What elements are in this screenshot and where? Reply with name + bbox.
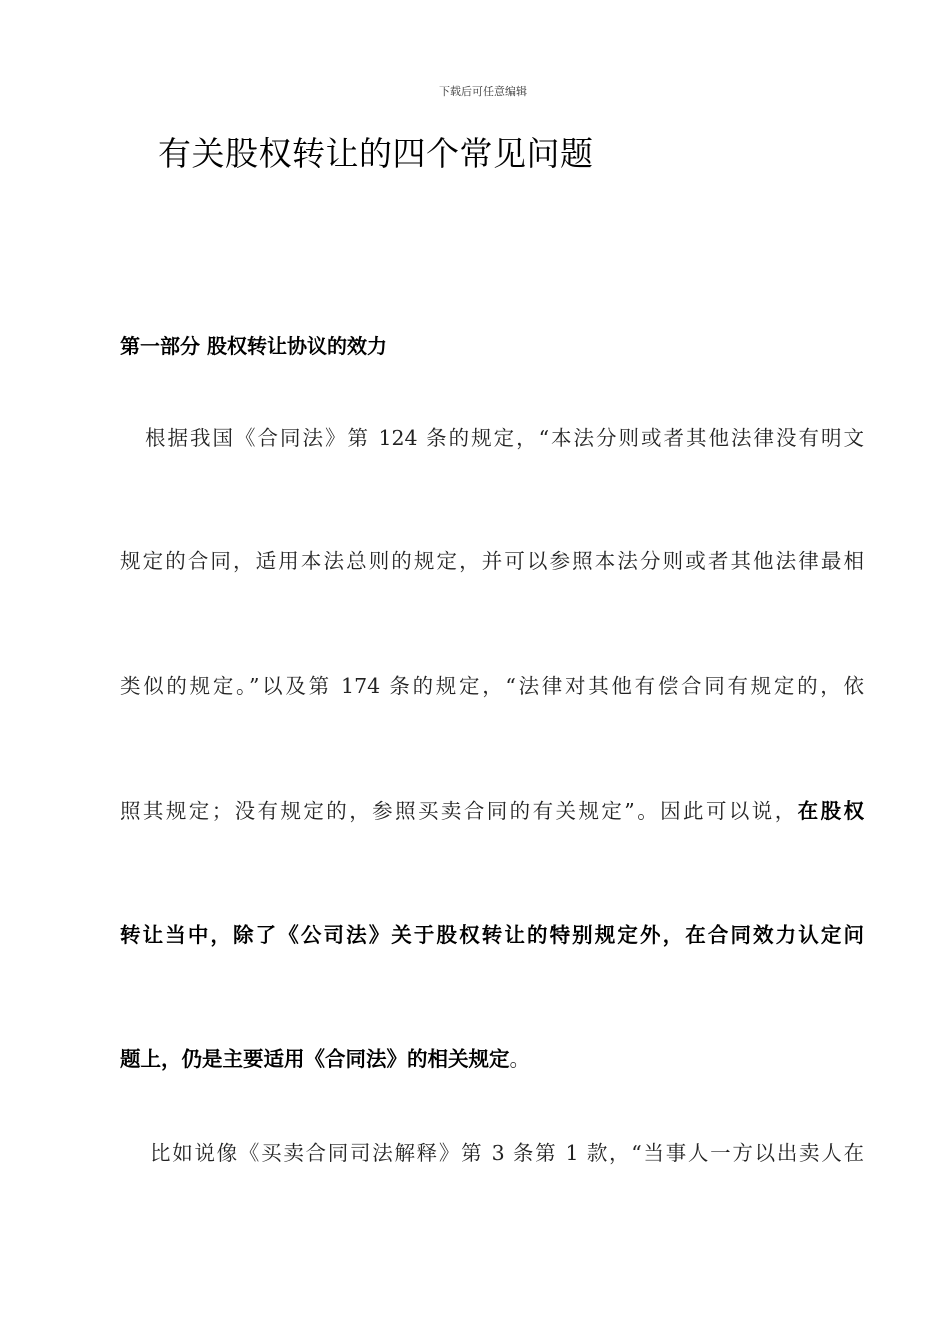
document-title: 有关股权转让的四个常见问题 [158, 134, 594, 173]
section-heading: 第一部分 股权转让协议的效力 [120, 334, 387, 358]
paragraph-1-line-6 [120, 1045, 864, 1073]
paragraph-1-line-6-end: 。 [509, 1047, 530, 1071]
paragraph-1-line-3: 类似的规定。”以及第 174 条的规定，“法律对其他有偿合同有规定的，依 [120, 674, 864, 698]
paragraph-1-line-5: 转让当中，除了《公司法》关于股权转让的特别规定外，在合同效力认定问 [120, 923, 864, 947]
paragraph-1-line-2: 规定的合同，适用本法总则的规定，并可以参照本法分则或者其他法律最相 [120, 549, 864, 573]
paragraph-1-line-6-emphasis: 题上，仍是主要适用《合同法》的相关规定 [120, 1047, 510, 1071]
paragraph-1-line-4-emphasis: 在股权 [797, 799, 865, 823]
paragraph-1-line-4 [120, 797, 864, 825]
paragraph-1-line-4-text: 照其规定；没有规定的，参照买卖合同的有关规定”。因此可以说， [120, 799, 798, 823]
paragraph-2-line-1: 比如说像《买卖合同司法解释》第 3 条第 1 款，“当事人一方以出卖人在 [150, 1141, 864, 1165]
header-note: 下载后可任意编辑 [439, 85, 527, 98]
paragraph-1-line-1: 根据我国《合同法》第 124 条的规定，“本法分则或者其他法律没有明文 [145, 426, 864, 450]
